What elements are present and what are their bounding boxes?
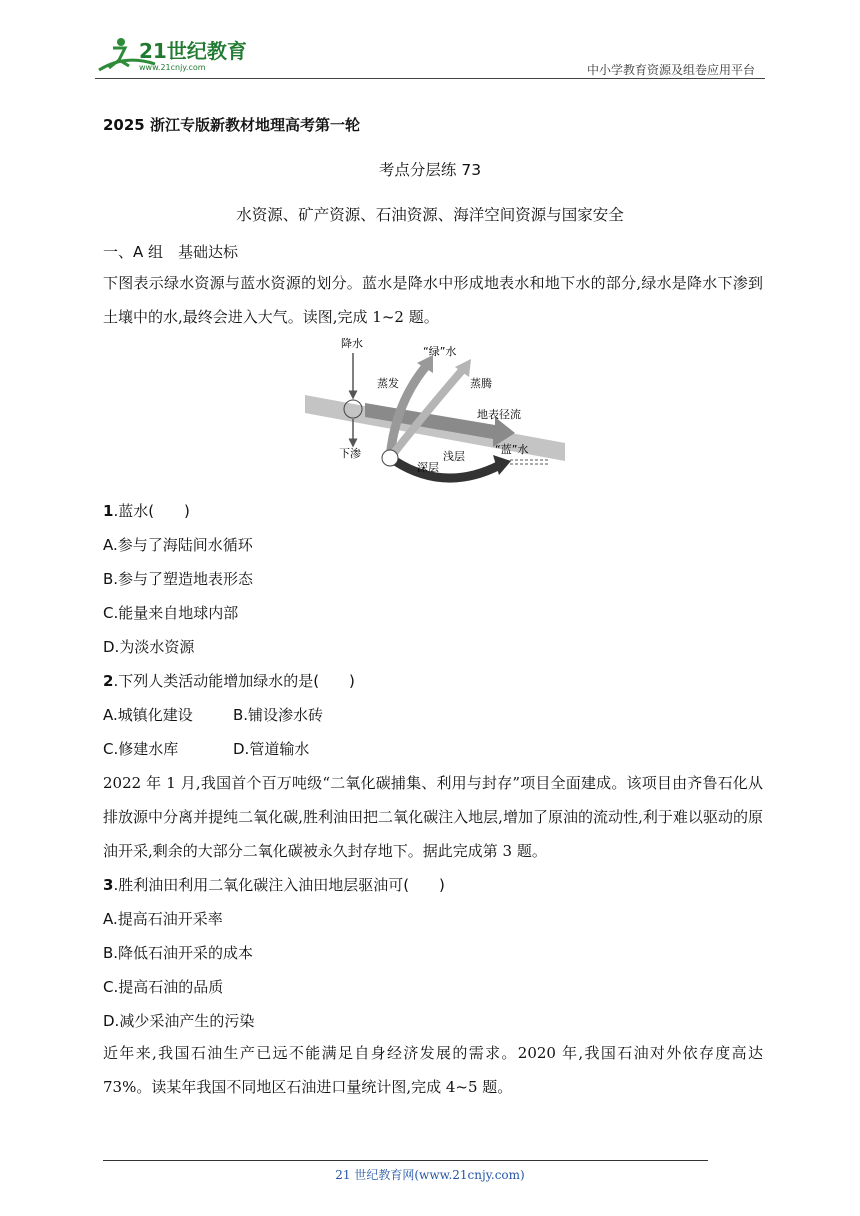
question-3: [103, 874, 445, 895]
label-blue-water: “蓝”水: [495, 443, 529, 456]
section-heading: 一、A 组 基础达标: [103, 243, 239, 261]
groundwater-circle: [382, 450, 398, 466]
logo-url: www.21cnjy.com: [139, 63, 206, 72]
exercise-title: 考点分层练 73: [378, 161, 482, 179]
intro-paragraph-1: 下图表示绿水资源与蓝水资源的划分。蓝水是降水中形成地表水和地下水的部分,绿水是降水下渗到土壤中的水,最终会进入大气。读图,完成 1~2 题。: [103, 274, 763, 326]
q2-option-a: A.城镇化建设: [103, 706, 193, 724]
footer-divider: [103, 1160, 708, 1161]
q3-option-d: D.减少采油产生的污染: [103, 1012, 255, 1030]
label-deep: 深层: [417, 461, 439, 474]
water-diagram: [305, 333, 565, 488]
question-1: [103, 500, 190, 521]
q1-option-c: C.能量来自地球内部: [103, 604, 239, 622]
q3-option-a: A.提高石油开采率: [103, 910, 223, 928]
question-stem: .胜利油田利用二氧化碳注入油田地层驱油可( ): [113, 876, 445, 894]
header-divider: [95, 78, 765, 79]
page-header: [95, 30, 765, 80]
label-infiltration: 下渗: [339, 447, 361, 460]
header-slogan: 中小学教育资源及组卷应用平台: [586, 63, 755, 77]
q2-options-row-2: [103, 738, 309, 759]
q3-option-c: C.提高石油的品质: [103, 978, 224, 996]
topic-title: 水资源、矿产资源、石油资源、海洋空间资源与国家安全: [236, 206, 624, 224]
question-number: 3: [103, 876, 114, 894]
question-stem: .蓝水( ): [113, 502, 190, 520]
q2-option-c: C.修建水库: [103, 740, 179, 758]
question-number: 2: [103, 672, 114, 690]
deep-flow-arrow: [395, 461, 500, 478]
q2-option-b: B.铺设渗水砖: [233, 706, 324, 724]
label-rain: 降水: [341, 337, 363, 350]
label-transpiration: 蒸腾: [470, 377, 492, 390]
intro-paragraph-3: 近年来,我国石油生产已远不能满足自身经济发展的需求。2020 年,我国石油对外依存度高达 73%。读某年我国不同地区石油进口量统计图,完成 4~5 题。: [103, 1044, 763, 1096]
question-number: 1: [103, 502, 114, 520]
page-footer[interactable]: 21 世纪教育网(www.21cnjy.com): [335, 1168, 525, 1182]
question-2: [103, 670, 355, 691]
label-evaporation: 蒸发: [377, 377, 399, 390]
intro-paragraph-2: 2022 年 1 月,我国首个百万吨级“二氧化碳捕集、利用与封存”项目全面建成。该项目由齐鲁石化从排放源中分离并提纯二氧化碳,胜利油田把二氧化碳注入地层,增加了原油的流动性,利于难以驱动的原油开采,剩余的大部分二氧化碳被永久封存地下。据此完成第 3 题。: [103, 774, 763, 860]
label-shallow: 浅层: [443, 450, 465, 463]
logo-text: 21世纪教育: [139, 39, 247, 63]
label-runoff: 地表径流: [477, 408, 521, 421]
q2-option-d: D.管道输水: [233, 740, 310, 758]
q3-option-b: B.降低石油开采的成本: [103, 944, 254, 962]
q1-option-d: D.为淡水资源: [103, 638, 195, 656]
q1-option-a: A.参与了海陆间水循环: [103, 536, 253, 554]
site-logo: [95, 34, 265, 76]
label-green-water: “绿”水: [423, 345, 457, 358]
q2-options-row-1: [103, 704, 323, 725]
q1-option-b: B.参与了塑造地表形态: [103, 570, 254, 588]
question-stem: .下列人类活动能增加绿水的是( ): [113, 672, 355, 690]
document-title: 2025 浙江专版新教材地理高考第一轮: [103, 116, 360, 134]
